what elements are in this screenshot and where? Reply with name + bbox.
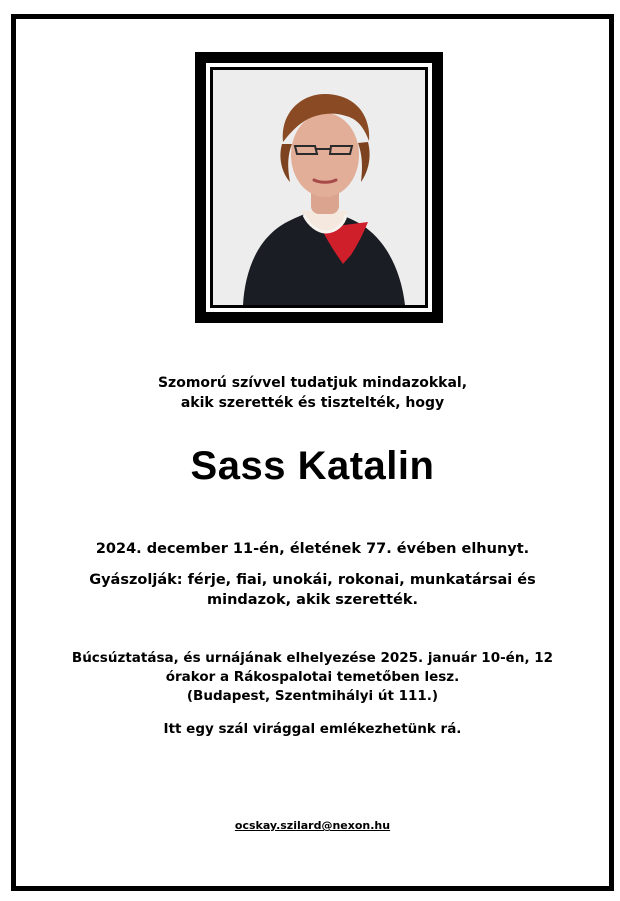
funeral-details <box>16 649 609 706</box>
flower-note: Itt egy szál virággal emlékezhetünk rá. <box>163 721 462 737</box>
obituary-page <box>11 14 614 891</box>
contact-email-container <box>16 819 609 833</box>
mourners-line-2: mindazok, akik szerették. <box>207 592 418 608</box>
portrait-inner-border <box>210 67 428 308</box>
deceased-name: Sass Katalin <box>190 444 435 488</box>
death-notice: 2024. december 11-én, életének 77. évében elhunyt. <box>95 541 530 557</box>
funeral-line-3: (Budapest, Szentmihályi út 111.) <box>186 688 439 704</box>
mourners-text <box>16 570 609 610</box>
funeral-line-1: Búcsúztatása, és urnájának elhelyezése 2025. január 10-én, 12 <box>71 650 554 666</box>
portrait-photo <box>213 70 425 305</box>
intro-text <box>16 373 609 413</box>
intro-line-1: Szomorú szívvel tudatjuk mindazokkal, <box>157 375 468 391</box>
mourners-line-1: Gyászolják: férje, fiai, unokái, rokonai, munkatársai és <box>89 572 536 588</box>
portrait-mat <box>206 63 432 312</box>
contact-email-link[interactable]: ocskay.szilard@nexon.hu <box>234 819 391 832</box>
funeral-line-2: órakor a Rákospalotai temetőben lesz. <box>165 669 460 685</box>
portrait-frame <box>195 52 443 323</box>
intro-line-2: akik szerették és tisztelték, hogy <box>180 395 445 411</box>
